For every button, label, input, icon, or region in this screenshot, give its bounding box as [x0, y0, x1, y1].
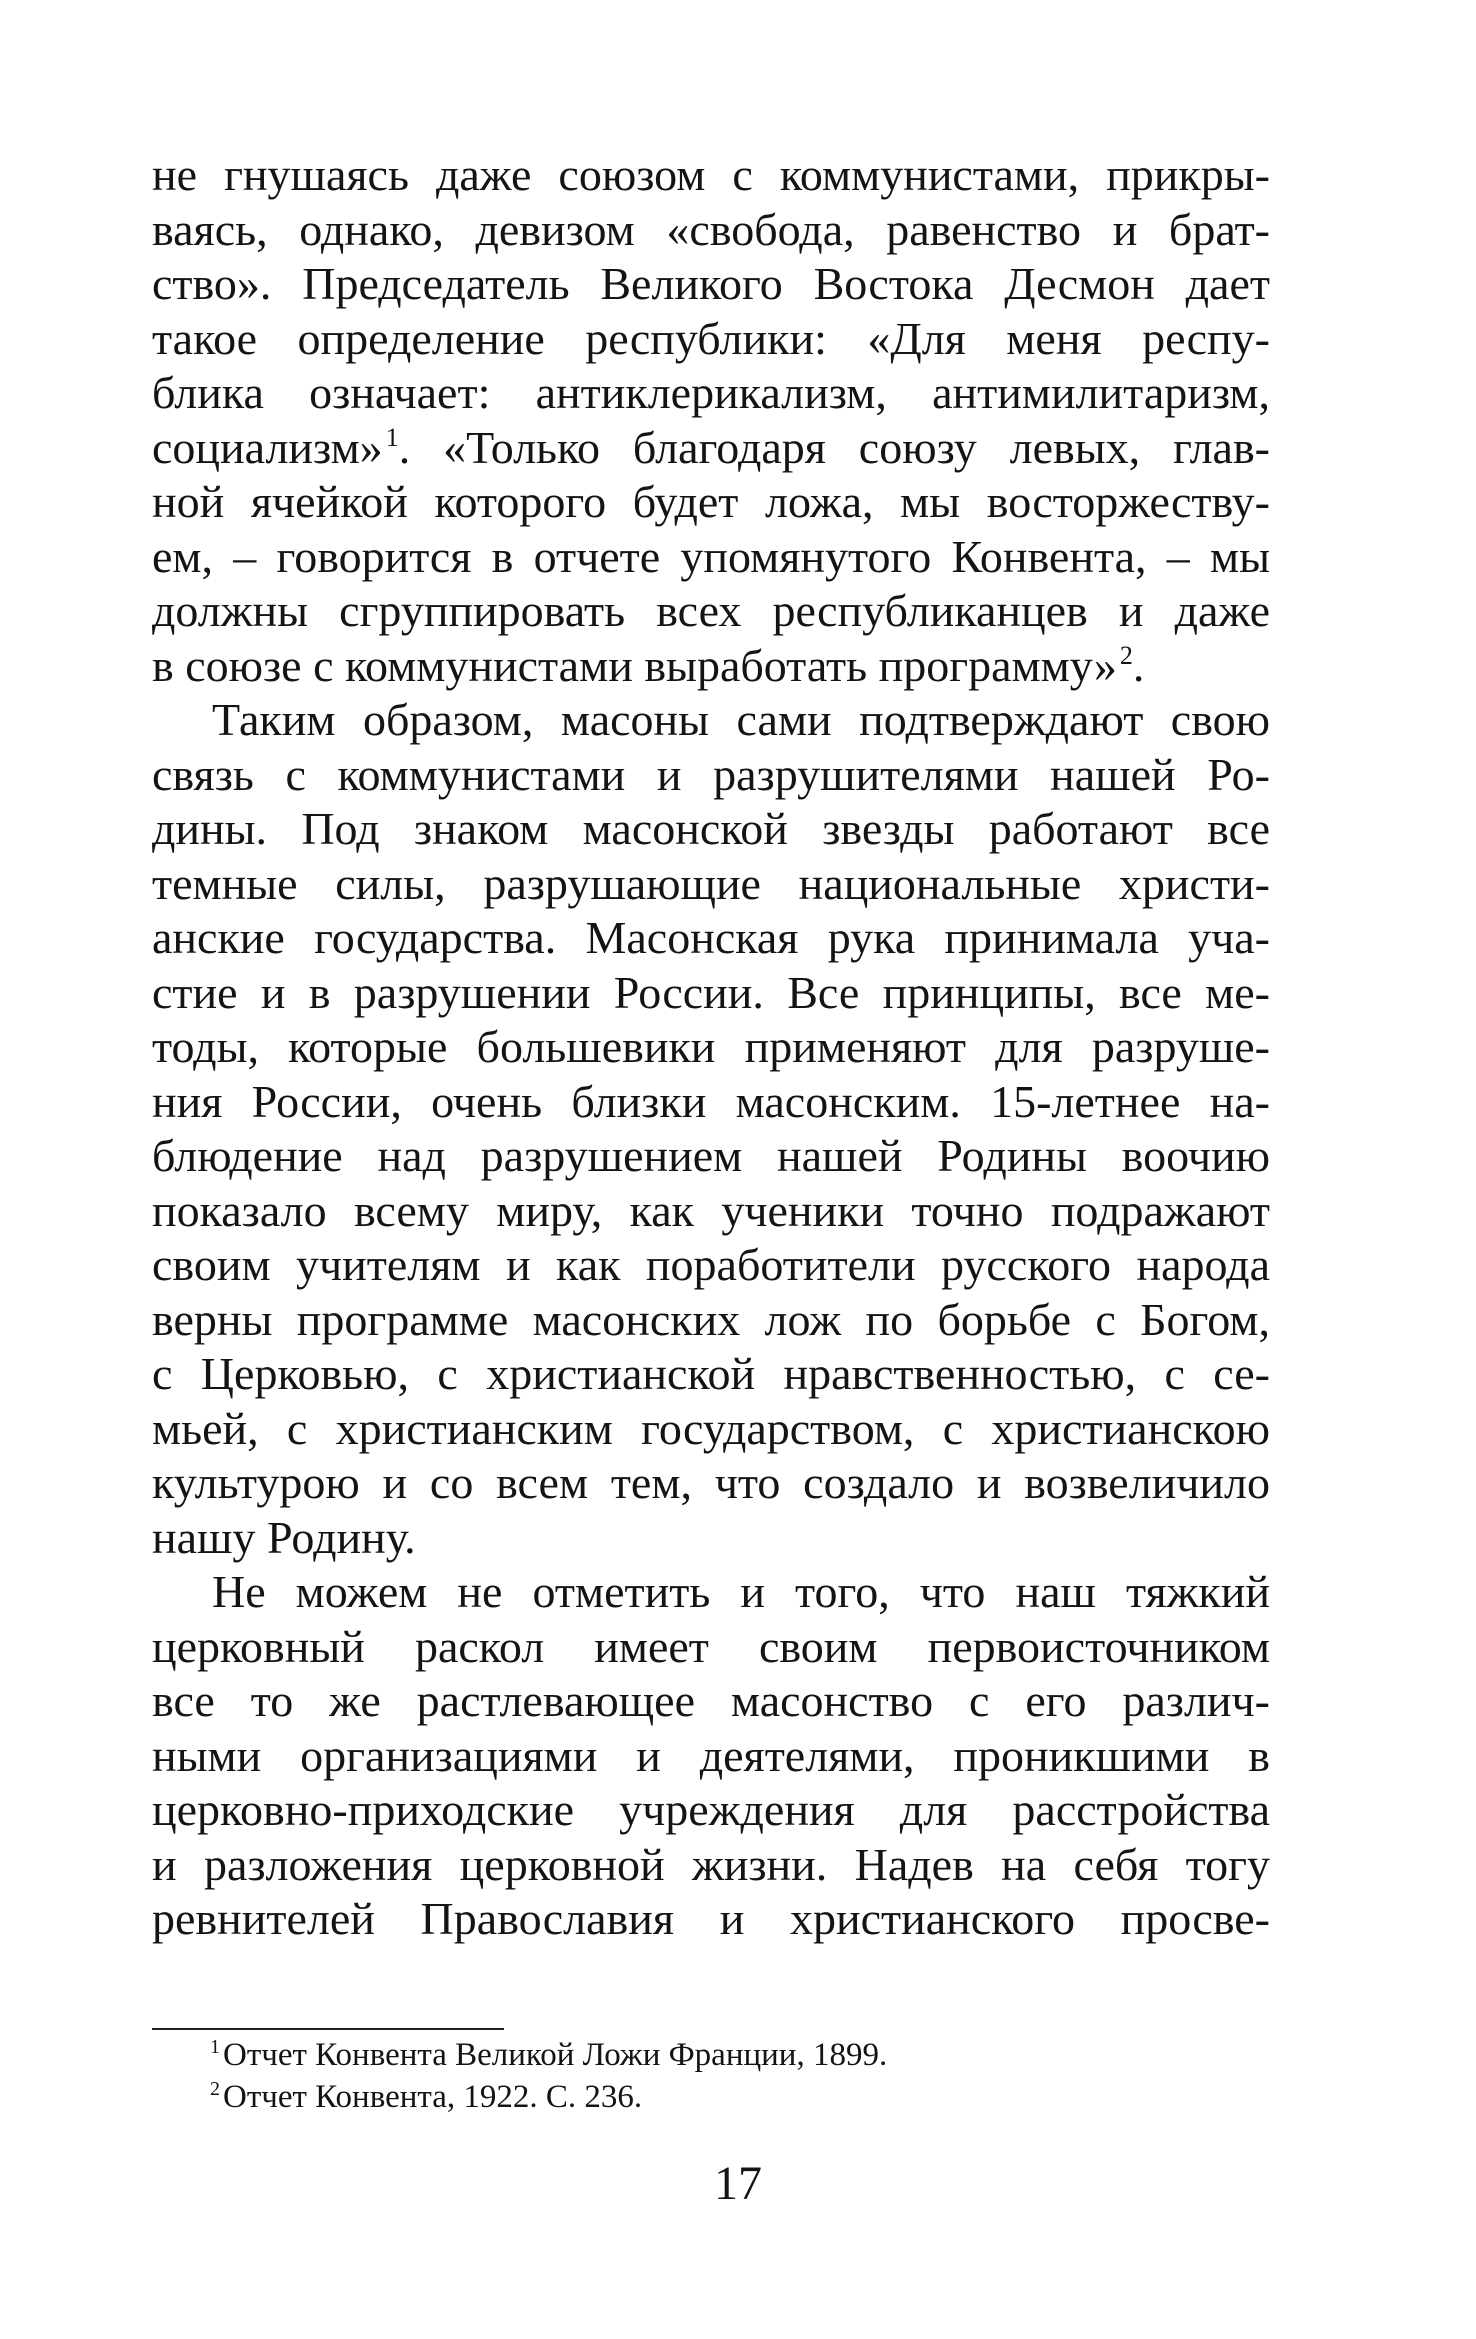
- text-line: ревнителей Православия и христианского просве-: [152, 1893, 1270, 1944]
- footnote-number: 1: [210, 2036, 220, 2058]
- text-line: ство». Председатель Великого Востока Десмон дает: [152, 258, 1270, 309]
- text-line: тоды, которые большевики применяют для разруше-: [152, 1021, 1270, 1072]
- text-segment: .: [1132, 639, 1145, 691]
- text-line: верны программе масонских лож по борьбе с Богом,: [152, 1293, 1270, 1345]
- text-line: Таким образом, масоны сами подтверждают свою: [212, 694, 1270, 745]
- text-line: церковно-приходские учреждения для расстройства: [152, 1784, 1270, 1835]
- text-line: блика означает: антиклерикализм, антимилитаризм,: [152, 367, 1270, 418]
- text-line: ния России, очень близки масонским. 15-летнее на-: [152, 1075, 1270, 1127]
- text-line: ваясь, однако, девизом «свобода, равенство и брат-: [152, 203, 1270, 255]
- text-line: нашу Родину.: [152, 1511, 416, 1563]
- text-line: дины. Под знаком масонской звезды работают все: [152, 803, 1270, 854]
- text-line: ем, – говорится в отчете упомянутого Конвента, – мы: [152, 530, 1270, 582]
- text-line: культурою и со всем тем, что создало и возвеличило: [152, 1457, 1270, 1508]
- footnote-number: 2: [210, 2078, 220, 2100]
- body-text: [152, 148, 1270, 1947]
- text-line: церковный раскол имеет своим первоисточником: [152, 1620, 1270, 1672]
- text-line: мьей, с христианским государством, с христианскою: [152, 1402, 1270, 1454]
- text-line: такое определение республики: «Для меня респу-: [152, 312, 1270, 364]
- text-line: с Церковью, с христианской нравственностью, с се-: [152, 1348, 1270, 1399]
- footnote-text: Отчет Конвента Великой Ложи Франции, 1899.: [223, 2037, 888, 2073]
- text-line: связь с коммунистами и разрушителями нашей Ро-: [152, 748, 1270, 800]
- text-line: своим учителям и как поработители русского народа: [152, 1239, 1270, 1290]
- text-line: ными организациями и деятелями, проникшими в: [152, 1729, 1270, 1781]
- footnotes: [210, 2034, 1110, 2118]
- text-line: темные силы, разрушающие национальные христи-: [152, 857, 1270, 909]
- text-segment: социализм»: [152, 421, 383, 473]
- text-line: блюдение над разрушением нашей Родины воочию: [152, 1130, 1270, 1181]
- text-line: Не можем не отметить и того, что наш тяжкий: [212, 1566, 1270, 1617]
- footnote-text: Отчет Конвента, 1922. С. 236.: [223, 2079, 643, 2115]
- footnote-reference: 1: [385, 422, 399, 452]
- text-line: все то же растлевающее масонство с его различ-: [152, 1675, 1270, 1726]
- footnote: [210, 2076, 1110, 2118]
- text-segment: . «Только благодаря союзу левых, глав-: [398, 421, 1270, 473]
- text-line: не гнушаясь даже союзом с коммунистами, прикры-: [152, 149, 1270, 200]
- text-line: должны сгруппировать всех республиканцев и даже: [152, 585, 1270, 636]
- page-number: 17: [714, 2157, 762, 2210]
- text-line: показало всему миру, как ученики точно подражают: [152, 1184, 1270, 1236]
- text-line: стие и в разрушении России. Все принципы, все ме-: [152, 966, 1270, 1018]
- text-line: и разложения церковной жизни. Надев на себя тогу: [152, 1838, 1270, 1890]
- text-line: [152, 421, 1270, 476]
- text-line: ной ячейкой которого будет ложа, мы восторжеству-: [152, 476, 1270, 527]
- text-segment: в союзе с коммунистами выработать программу»: [152, 639, 1117, 691]
- text-line: анские государства. Масонская рука принимала уча-: [152, 912, 1270, 963]
- text-line: [152, 639, 1270, 694]
- footnote: [210, 2034, 1110, 2076]
- footnote-divider: [152, 2028, 504, 2030]
- footnote-reference: 2: [1119, 640, 1133, 670]
